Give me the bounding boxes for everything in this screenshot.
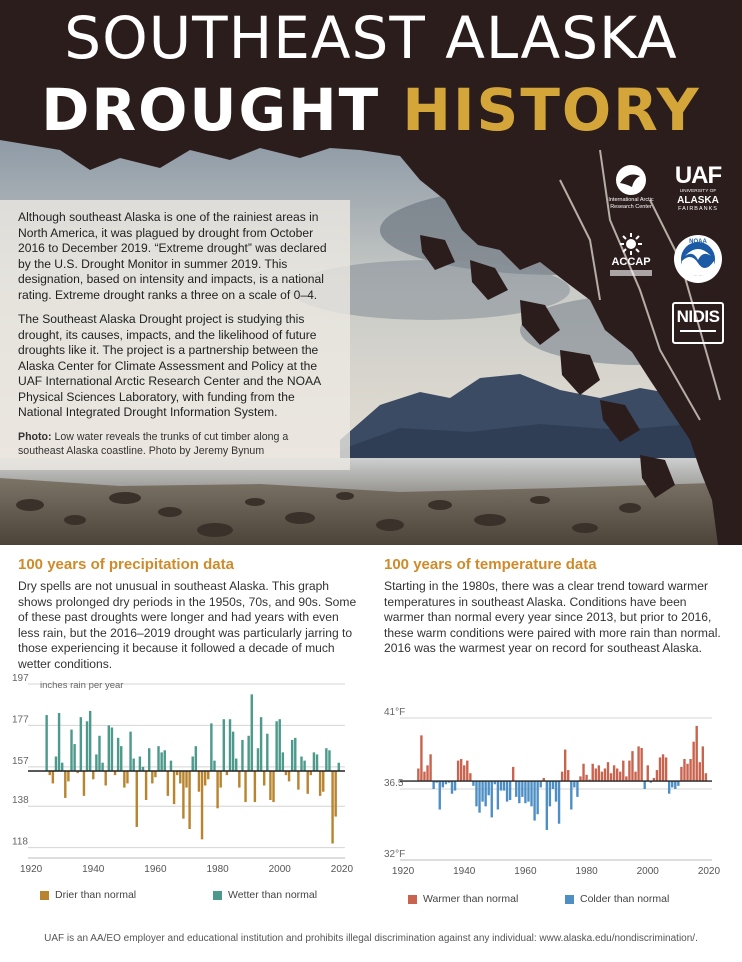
data-bar <box>98 736 100 771</box>
data-bar <box>607 762 609 781</box>
data-bar <box>432 781 434 789</box>
data-bar <box>266 734 268 771</box>
data-bar <box>665 757 667 781</box>
data-bar <box>579 776 581 781</box>
data-bar <box>515 781 517 797</box>
legend-warm-swatch <box>408 895 417 904</box>
data-bar <box>139 757 141 772</box>
data-bar <box>241 740 243 771</box>
y-tick-label: 32°F <box>384 849 406 860</box>
data-bar <box>558 781 560 824</box>
x-tick-label: 2020 <box>330 864 354 875</box>
data-bar <box>518 781 520 803</box>
data-bar <box>204 771 206 786</box>
data-bar <box>223 719 225 771</box>
legend-cold-label: Colder than normal <box>580 893 670 905</box>
data-bar <box>52 771 54 783</box>
data-bar <box>601 772 603 781</box>
legend-wet-swatch <box>213 891 222 900</box>
legend-dry-swatch <box>40 891 49 900</box>
data-bar <box>288 771 290 781</box>
data-bar <box>188 771 190 829</box>
accap-tagline-bar <box>610 270 652 276</box>
data-bar <box>540 781 542 787</box>
data-bar <box>640 748 642 781</box>
data-bar <box>699 762 701 781</box>
data-bar <box>503 781 505 790</box>
data-bar <box>260 717 262 771</box>
data-bar <box>126 771 128 783</box>
data-bar <box>300 757 302 772</box>
data-bar <box>527 781 529 802</box>
data-bar <box>524 781 526 803</box>
data-bar <box>170 761 172 771</box>
data-bar <box>123 771 125 788</box>
data-bar <box>429 754 431 781</box>
data-bar <box>322 771 324 792</box>
data-bar <box>198 771 200 792</box>
data-bar <box>598 765 600 781</box>
legend-cold <box>565 893 669 905</box>
uaf-logo <box>670 163 726 213</box>
data-bar <box>442 781 444 787</box>
data-bar <box>634 772 636 781</box>
data-bar <box>154 771 156 777</box>
intro-paragraph-1: Although southeast Alaska is one of the rainiest areas in North America, it was plagued by drought from October 2016 to December 2019. “Extreme drought” was declared by the U.S. Drought Monitor in summer 2019. This designation, based on intensity and impacts, is a national rating. Extreme drought ranks a three on a scale of 0–4. <box>18 210 327 302</box>
data-bar <box>328 750 330 771</box>
data-bar <box>104 771 106 786</box>
nidis-logo <box>672 302 724 344</box>
data-bar <box>451 781 453 794</box>
data-bar <box>179 771 181 783</box>
data-bar <box>552 781 554 789</box>
accap-sun-icon <box>619 232 643 256</box>
data-bar <box>238 771 240 788</box>
nidis-wordmark: NIDIS <box>676 307 720 326</box>
iarc-line2: Research Center <box>610 204 652 210</box>
noaa-logo <box>673 234 723 284</box>
data-bar <box>604 768 606 781</box>
data-bar <box>117 738 119 771</box>
data-bar <box>426 765 428 781</box>
x-tick-label: 1960 <box>514 866 537 877</box>
data-bar <box>95 754 97 771</box>
data-bar <box>45 715 47 771</box>
data-bar <box>576 781 578 797</box>
data-bar <box>83 771 85 796</box>
data-bar <box>705 773 707 781</box>
title-word-history: HISTORY <box>402 76 701 144</box>
x-tick-label: 1940 <box>453 866 476 877</box>
data-bar <box>521 781 523 797</box>
x-tick-label: 2000 <box>268 864 291 875</box>
title-line1: SOUTHEAST ALASKA <box>64 4 678 72</box>
y-tick-label: 138 <box>12 795 29 807</box>
temp-heading: 100 years of temperature data <box>384 556 597 573</box>
data-bar <box>457 761 459 782</box>
precip-chart <box>10 673 355 880</box>
data-bar <box>151 771 153 783</box>
data-bar <box>463 765 465 781</box>
data-bar <box>269 771 271 800</box>
data-bar <box>136 771 138 827</box>
data-bar <box>637 746 639 781</box>
data-bar <box>683 759 685 781</box>
data-bar <box>644 781 646 789</box>
data-bar <box>67 771 69 781</box>
data-bar <box>86 721 88 771</box>
data-bar <box>497 781 499 809</box>
data-bar <box>111 728 113 772</box>
data-bar <box>338 763 340 771</box>
data-bar <box>488 781 490 795</box>
data-bar <box>319 771 321 796</box>
data-bar <box>622 761 624 782</box>
data-bar <box>582 764 584 781</box>
data-bar <box>232 732 234 771</box>
data-bar <box>303 761 305 771</box>
data-bar <box>275 721 277 771</box>
data-bar <box>244 771 246 802</box>
y-tick-label: 197 <box>12 673 29 684</box>
data-bar <box>282 752 284 771</box>
footer-text: UAF is an AA/EO employer and educational institution and prohibits illegal discrimination against any individual: www.alaska.edu/nondiscrimination/. <box>44 933 698 944</box>
iarc-logo <box>596 163 666 211</box>
data-bar <box>101 763 103 771</box>
x-tick-label: 1940 <box>82 864 105 875</box>
data-bar <box>656 770 658 781</box>
y-tick-label: 157 <box>12 755 29 767</box>
data-bar <box>80 717 82 771</box>
data-bar <box>316 754 318 771</box>
data-bar <box>592 764 594 781</box>
data-bar <box>157 746 159 771</box>
data-bar <box>64 771 66 798</box>
data-bar <box>585 775 587 781</box>
data-bar <box>129 732 131 771</box>
data-bar <box>500 781 502 790</box>
data-bar <box>219 771 221 788</box>
data-bar <box>677 781 679 786</box>
data-bar <box>671 781 673 787</box>
data-bar <box>185 771 187 788</box>
noaa-wordmark: NOAA <box>689 239 707 245</box>
data-bar <box>628 761 630 782</box>
data-bar <box>625 776 627 781</box>
data-bar <box>182 771 184 819</box>
data-bar <box>251 694 253 771</box>
x-tick-label: 1920 <box>391 866 415 877</box>
legend-wet-label: Wetter than normal <box>228 889 318 901</box>
photo-credit <box>18 430 336 458</box>
legend-cold-swatch <box>565 895 574 904</box>
data-bar <box>549 781 551 806</box>
data-bar <box>555 781 557 802</box>
data-bar <box>254 771 256 802</box>
uaf-line3: FAIRBANKS <box>678 206 718 212</box>
data-bar <box>331 771 333 844</box>
data-bar <box>567 770 569 781</box>
x-tick-label: 1920 <box>19 864 43 875</box>
data-bar <box>173 771 175 804</box>
y-tick-label: 177 <box>12 714 29 726</box>
data-bar <box>536 781 538 814</box>
data-bar <box>213 761 215 771</box>
data-bar <box>616 768 618 781</box>
data-bar <box>334 771 336 817</box>
data-bar <box>167 771 169 796</box>
data-bar <box>668 781 670 794</box>
data-bar <box>229 719 231 771</box>
nidis-underline <box>680 330 716 332</box>
title-word-drought: DROUGHT <box>41 76 381 144</box>
data-bar <box>70 730 72 771</box>
data-bar <box>478 781 480 813</box>
photo-caption: Low water reveals the trunks of cut timber along a southeast Alaska coastline. Photo by Jeremy Bynum <box>18 430 289 457</box>
temp-text: Starting in the 1980s, there was a clear trend toward warmer temperatures in southeast Alaska. Conditions have been warmer than normal every year since 2013, but prior to 2016, these warm conditions were paired with more rain than normal. 2016 was the warmest year on record for southeast Alaska. <box>384 579 721 656</box>
data-bar <box>546 781 548 830</box>
data-bar <box>263 771 265 786</box>
legend-warm-label: Warmer than normal <box>423 893 519 905</box>
data-bar <box>145 771 147 800</box>
data-bar <box>570 781 572 809</box>
data-bar <box>291 740 293 771</box>
uaf-mark: UAF <box>674 162 722 189</box>
legend-warm <box>408 893 518 905</box>
data-bar <box>696 726 698 781</box>
precip-text: Dry spells are not unusual in southeast Alaska. This graph shows prolonged dry periods in the 1950s, 70s, and 90s. Some of these past droughts were longer and had years with even less rain, but the 2016–2019 drought was particularly jarring to those experiencing it because it followed a decade of much wetter conditions. <box>18 579 357 671</box>
data-bar <box>631 751 633 781</box>
data-bar <box>662 754 664 781</box>
uaf-line2: ALASKA <box>677 195 719 206</box>
data-bar <box>73 744 75 771</box>
data-bar <box>561 772 563 781</box>
x-tick-label: 1980 <box>206 864 229 875</box>
data-bar <box>247 736 249 771</box>
data-bar <box>235 759 237 771</box>
y-tick-label: 36.5 <box>384 778 404 789</box>
data-bar <box>692 742 694 781</box>
data-bar <box>423 772 425 781</box>
data-bar <box>306 771 308 794</box>
data-bar <box>689 759 691 781</box>
data-bar <box>466 761 468 782</box>
data-bar <box>506 781 508 802</box>
x-tick-label: 2000 <box>636 866 659 877</box>
data-bar <box>619 772 621 781</box>
data-bar <box>89 711 91 771</box>
data-bar <box>201 771 203 839</box>
data-bar <box>164 750 166 771</box>
data-bar <box>680 767 682 781</box>
data-bar <box>533 781 535 820</box>
data-bar <box>702 746 704 781</box>
data-bar <box>530 781 532 806</box>
data-bar <box>207 771 209 779</box>
data-bar <box>439 781 441 809</box>
data-bar <box>509 781 511 800</box>
temp-chart <box>382 707 727 880</box>
data-bar <box>313 752 315 771</box>
data-bar <box>108 725 110 771</box>
x-tick-label: 2020 <box>697 866 721 877</box>
data-bar <box>257 748 259 771</box>
data-bar <box>55 757 57 772</box>
data-bar <box>472 781 474 786</box>
iarc-line1: International Arctic <box>608 197 654 203</box>
data-bar <box>481 781 483 802</box>
data-bar <box>132 759 134 771</box>
title-line2 <box>0 78 742 142</box>
data-bar <box>148 748 150 771</box>
data-bar <box>674 781 676 789</box>
data-bar <box>325 748 327 771</box>
accap-wordmark: ACCAP <box>611 256 651 268</box>
y-axis-label: inches rain per year <box>40 680 124 691</box>
data-bar <box>120 746 122 771</box>
accap-logo <box>606 232 656 277</box>
data-bar <box>512 767 514 781</box>
data-bar <box>659 757 661 781</box>
iarc-emblem-icon <box>614 163 648 197</box>
photo-label: Photo: <box>18 430 52 443</box>
data-bar <box>647 765 649 781</box>
data-bar <box>420 735 422 781</box>
x-tick-label: 1980 <box>575 866 598 877</box>
data-bar <box>475 781 477 806</box>
data-bar <box>195 746 197 771</box>
data-bar <box>279 719 281 771</box>
data-bar <box>573 781 575 787</box>
legend-wet <box>213 889 317 901</box>
data-bar <box>272 771 274 802</box>
data-bar <box>564 750 566 782</box>
intro-paragraph-2: The Southeast Alaska Drought project is studying this drought, its causes, impacts, and the likelihood of future droughts like it. The project is a partnership between the Alaska Center for Climate Assessment and Policy at the UAF International Arctic Research Center and the NOAA Physical Sciences Laboratory, with funding from the National Integrated Drought Information System. <box>18 312 321 419</box>
precip-heading: 100 years of precipitation data <box>18 556 234 573</box>
data-bar <box>484 781 486 806</box>
x-tick-label: 1960 <box>144 864 167 875</box>
uaf-line1: UNIVERSITY OF <box>679 189 717 194</box>
data-bar <box>417 768 419 781</box>
data-bar <box>294 738 296 771</box>
data-bar <box>61 763 63 771</box>
data-bar <box>469 773 471 781</box>
data-bar <box>595 768 597 781</box>
intro-text <box>18 210 336 467</box>
data-bar <box>160 752 162 771</box>
data-bar <box>491 781 493 817</box>
data-bar <box>210 723 212 771</box>
data-bar <box>58 713 60 771</box>
y-tick-label: 118 <box>12 836 28 848</box>
data-bar <box>92 771 94 779</box>
data-bar <box>454 781 456 790</box>
data-bar <box>460 759 462 781</box>
data-bar <box>297 771 299 790</box>
y-tick-label: 41°F <box>384 707 406 718</box>
data-bar <box>686 764 688 781</box>
data-bar <box>610 773 612 781</box>
data-bar <box>216 771 218 808</box>
legend-dry-label: Drier than normal <box>55 889 137 901</box>
data-bar <box>192 757 194 772</box>
data-bar <box>613 765 615 781</box>
legend-dry <box>40 889 136 901</box>
